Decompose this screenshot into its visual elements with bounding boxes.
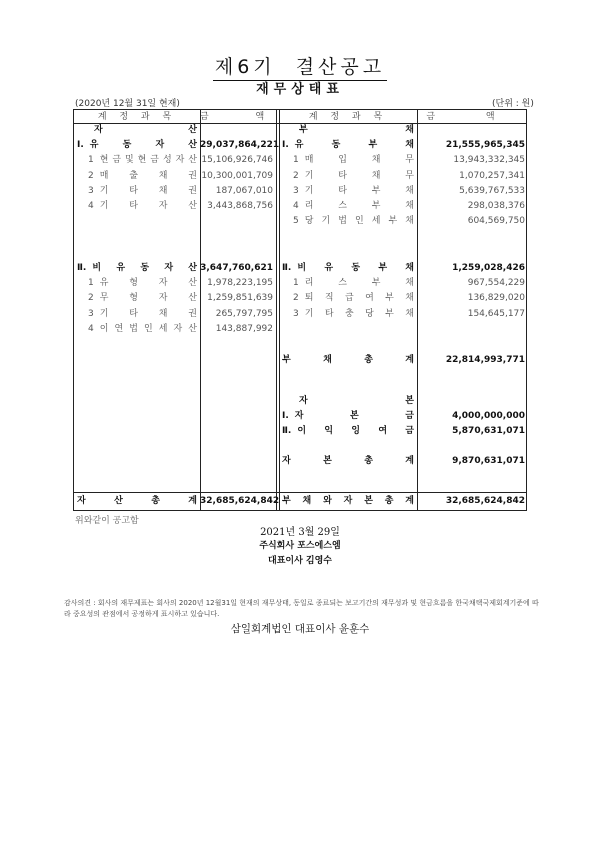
noncurrent-liabilities-row (282, 262, 414, 274)
amount-value: 5,639,767,533 (459, 185, 525, 196)
asset-item-row (88, 323, 197, 335)
account-label: 기 타 자 산 (99, 201, 197, 211)
amount-value: 1,070,257,341 (459, 170, 525, 181)
amount-value: 5,870,631,071 (452, 426, 525, 437)
item-number: 1 (293, 278, 299, 289)
account-label: 매 출 채 권 (99, 170, 197, 181)
account-label: 당 기 법 인 세 부 채 (304, 216, 414, 227)
amount-value: 21,555,965,345 (445, 140, 525, 151)
section-assets (94, 124, 197, 136)
account-label: 부 채 총 계 (282, 355, 414, 365)
item-number: Ⅱ. (282, 263, 292, 273)
asset-item-row (88, 292, 197, 304)
total-assets-row (77, 495, 197, 507)
noncurrent-assets-row (77, 262, 197, 274)
section-liabilities (299, 124, 414, 136)
amount-value: 32,685,624,842 (445, 496, 525, 506)
total-liabilities-row (282, 354, 414, 366)
account-label: 기 타 채 권 (99, 185, 197, 196)
amount-value: 1,259,851,639 (207, 293, 273, 304)
amount-value: 154,645,177 (467, 308, 525, 319)
item-number: 2 (88, 170, 94, 181)
asset-item-row (88, 308, 197, 320)
account-label: 이 연 법 인 세 자 산 (99, 323, 197, 334)
account-label: 유 동 자 산 (89, 140, 197, 151)
current-liabilities-row (282, 139, 414, 151)
amount-value: 15,106,926,746 (201, 155, 273, 166)
total-equity-row (282, 455, 414, 467)
liability-item-row (293, 308, 414, 320)
item-number: Ⅰ. (282, 411, 289, 421)
amount-value: 10,300,001,709 (201, 170, 273, 181)
auditor-signature: 삼일회계법인 대표이사 윤훈수 (230, 623, 370, 635)
account-label: 자 본 (299, 396, 414, 406)
amount-value: 187,067,010 (215, 185, 273, 196)
amount-value: 265,797,795 (215, 308, 273, 319)
amount-value: 1,259,028,426 (452, 263, 525, 273)
amount-value: 13,943,332,345 (453, 155, 525, 166)
item-number: Ⅰ. (282, 140, 289, 151)
statement-title: 재무상태표 (256, 82, 344, 97)
liability-item-row (293, 200, 414, 212)
item-number: 3 (88, 308, 94, 319)
item-number: 1 (88, 155, 94, 166)
section-equity (299, 395, 414, 407)
current-assets-row (77, 139, 197, 151)
item-number: 1 (293, 155, 299, 166)
item-number: 3 (293, 308, 299, 319)
account-label: 이 익 잉 여 금 (297, 426, 414, 437)
account-label: 리 스 부 채 (304, 201, 414, 211)
amount-value: 32,685,624,842 (200, 496, 280, 506)
divider (276, 110, 277, 510)
item-number: 4 (293, 201, 299, 211)
asset-item-row (88, 154, 197, 166)
page-title-text: 제6기 결산공고 (213, 52, 387, 81)
liability-item-row (293, 215, 414, 227)
item-number: 5 (293, 216, 299, 227)
col-header-right-account: 계 정 과 목 (308, 112, 388, 122)
audit-opinion: 감사의견 : 회사의 재무제표는 회사의 2020년 12월31일 현재의 재무상태, 동일로 종료되는 보고기간의 재무성과 및 현금흐름을 한국채택국제회계기준에 따라 중요성의 관점에서 공정하게 표시하고 있습니다. (64, 599, 539, 618)
account-label: 기 타 채 무 (304, 170, 414, 181)
item-number: 2 (293, 293, 299, 304)
account-label: 자 본 총 계 (282, 456, 414, 466)
amount-value: 143,887,992 (215, 323, 273, 334)
item-number: 2 (293, 170, 299, 181)
account-label: 자 산 총 계 (77, 496, 197, 506)
amount-value: 298,038,376 (467, 201, 525, 211)
amount-value: 967,554,229 (467, 278, 525, 289)
account-label: 리 스 부 채 (304, 278, 414, 289)
liability-item-row (293, 292, 414, 304)
col-header-right-amount: 금 액 (426, 112, 519, 122)
account-label: 현 금 및 현 금 성 자 산 (99, 155, 197, 166)
account-label: 기 타 부 채 (304, 185, 414, 196)
account-label: 유 동 부 채 (294, 140, 414, 151)
amount-value: 136,829,020 (467, 293, 525, 304)
amount-value: 1,978,223,195 (207, 278, 273, 289)
col-header-left-account: 계 정 과 목 (97, 112, 177, 122)
notice-text: 위와같이 공고함 (75, 516, 139, 526)
amount-value: 3,443,868,756 (207, 201, 273, 211)
asset-item-row (88, 277, 197, 289)
item-number: 2 (88, 293, 94, 304)
liability-item-row (293, 170, 414, 182)
company-name: 주식회사 포스에스엠 (259, 541, 341, 551)
account-label: 비 유 동 자 산 (92, 263, 197, 273)
account-label: 부 채 와 자 본 총 계 (282, 496, 414, 506)
item-number: Ⅱ. (282, 426, 292, 437)
amount-value: 3,647,760,621 (200, 263, 273, 273)
total-liabilities-equity-row (282, 495, 414, 507)
unit-label: (단위 : 원) (492, 99, 534, 109)
account-label: 무 형 자 산 (99, 293, 197, 304)
account-label: 퇴 직 급 여 부 채 (304, 293, 414, 304)
amount-value: 22,814,993,771 (445, 355, 525, 365)
equity-item-row (282, 425, 414, 437)
amount-value: 4,000,000,000 (452, 411, 525, 421)
col-header-left-amount: 금 액 (200, 112, 287, 122)
item-number: Ⅰ. (77, 140, 84, 151)
item-number: 3 (88, 185, 94, 196)
total-divider (74, 492, 526, 493)
amount-value: 604,569,750 (467, 216, 525, 227)
liability-item-row (293, 154, 414, 166)
item-number: 4 (88, 201, 94, 211)
liability-item-row (293, 277, 414, 289)
account-label: 부 채 (299, 125, 414, 135)
amount-value: 29,037,864,221 (200, 140, 280, 151)
asset-item-row (88, 170, 197, 182)
asset-item-row (88, 200, 197, 212)
item-number: Ⅱ. (77, 263, 87, 273)
account-label: 기 타 채 권 (99, 308, 197, 319)
page-title (0, 52, 600, 81)
account-label: 매 입 채 무 (304, 155, 414, 166)
item-number: 3 (293, 185, 299, 196)
account-label: 비 유 동 부 채 (297, 263, 414, 273)
item-number: 4 (88, 323, 94, 334)
amount-value: 9,870,631,071 (452, 456, 525, 466)
announcement-date: 2021년 3월 29일 (260, 527, 340, 538)
ceo-name: 대표이사 김영수 (268, 556, 332, 566)
balance-sheet-table (73, 109, 527, 511)
account-label: 자 본 금 (294, 411, 414, 421)
account-label: 기 타 충 당 부 채 (304, 308, 414, 319)
liability-item-row (293, 185, 414, 197)
asset-item-row (88, 185, 197, 197)
account-label: 유 형 자 산 (99, 278, 197, 289)
as-of-date: (2020년 12월 31일 현재) (75, 99, 180, 109)
equity-item-row (282, 410, 414, 422)
item-number: 1 (88, 278, 94, 289)
divider (279, 110, 280, 510)
account-label: 자 산 (94, 125, 197, 135)
